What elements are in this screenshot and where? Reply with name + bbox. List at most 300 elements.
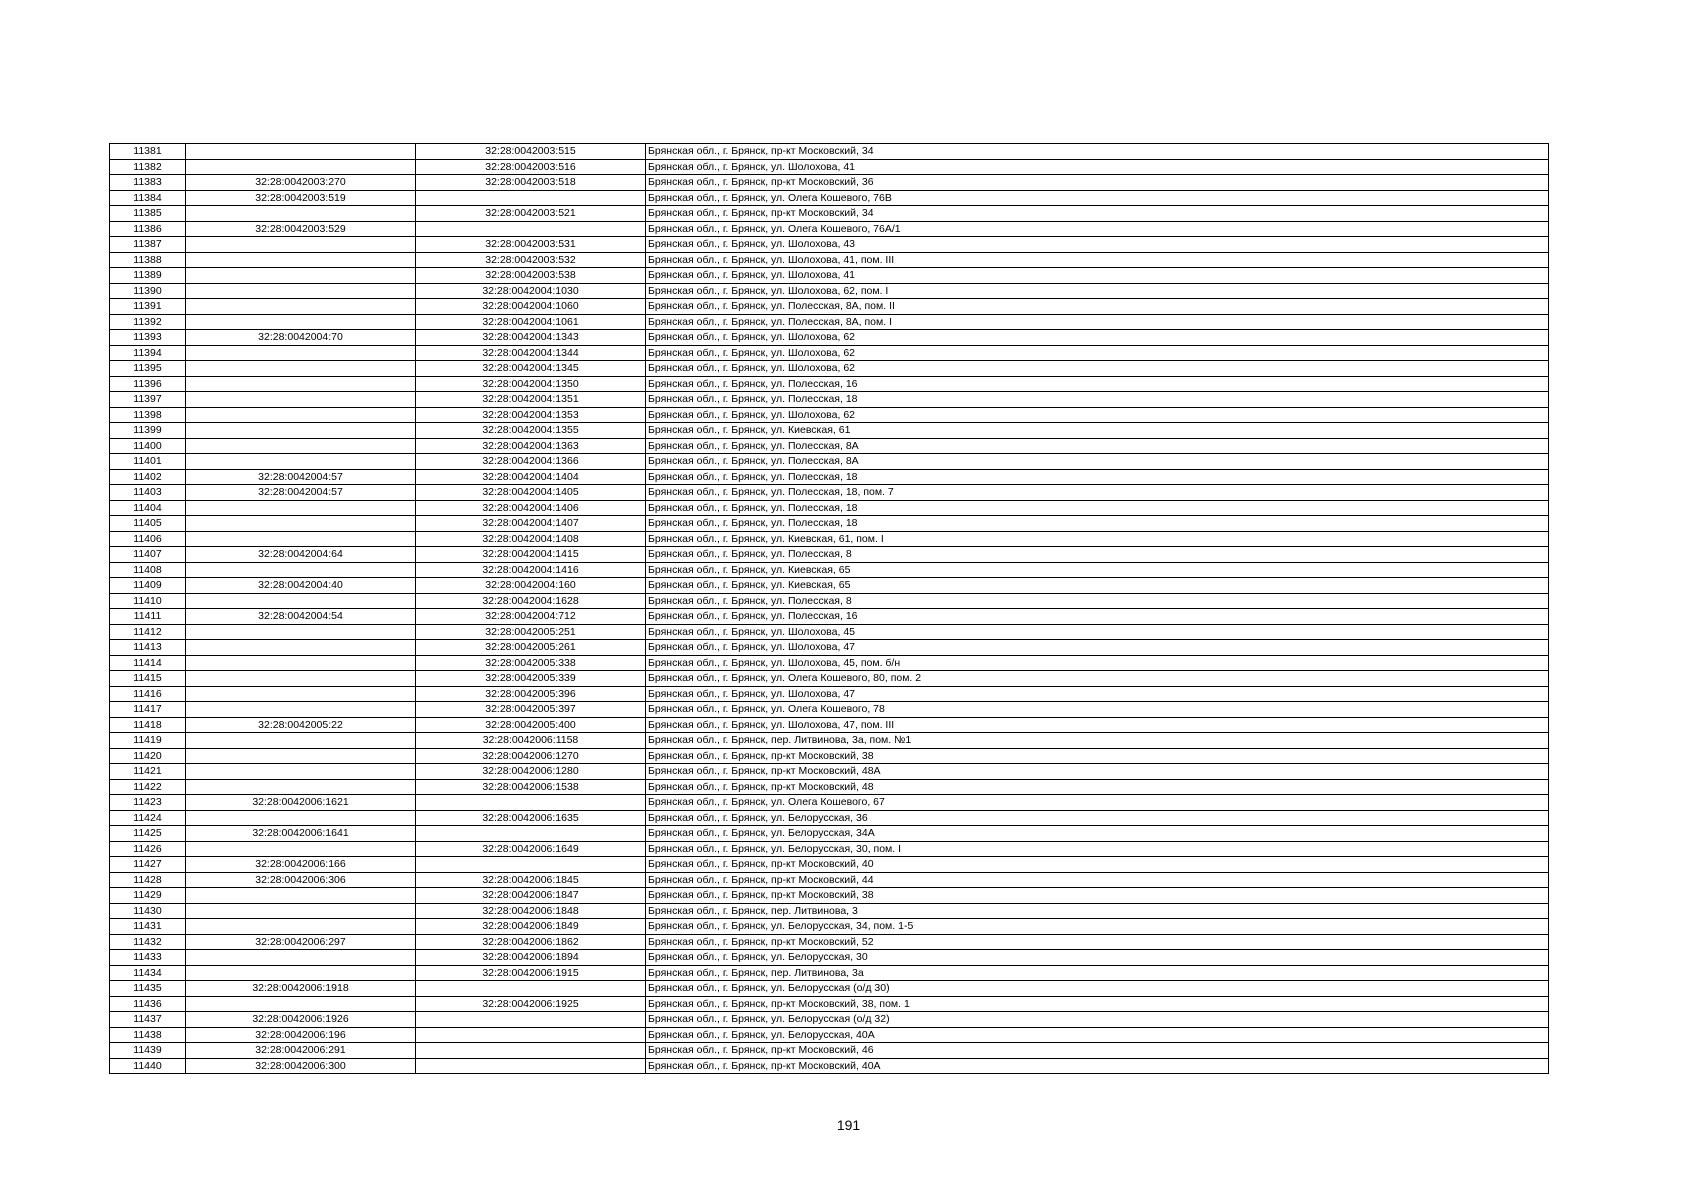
address-cell: Брянская обл., г. Брянск, ул. Белорусская (о/д 30): [646, 981, 1549, 997]
table-row: [110, 547, 1549, 563]
table-row: [110, 423, 1549, 439]
object-cadastral-number-cell: [416, 190, 646, 206]
address-cell: Брянская обл., г. Брянск, пр-кт Московский, 52: [646, 934, 1549, 950]
object-cadastral-number-cell: 32:28:0042004:712: [416, 609, 646, 625]
object-cadastral-number-cell: 32:28:0042005:397: [416, 702, 646, 718]
table-row: [110, 175, 1549, 191]
row-number-cell: 11414: [110, 655, 186, 671]
table-row: [110, 671, 1549, 687]
row-number-cell: 11422: [110, 779, 186, 795]
object-cadastral-number-cell: 32:28:0042004:1060: [416, 299, 646, 315]
row-number-cell: 11427: [110, 857, 186, 873]
row-number-cell: 11432: [110, 934, 186, 950]
row-number-cell: 11394: [110, 345, 186, 361]
cadastral-number-cell: [186, 624, 416, 640]
table-row: [110, 1012, 1549, 1028]
row-number-cell: 11424: [110, 810, 186, 826]
address-cell: Брянская обл., г. Брянск, пр-кт Московский, 48А: [646, 764, 1549, 780]
table-row: [110, 841, 1549, 857]
address-cell: Брянская обл., г. Брянск, пр-кт Московский, 38: [646, 748, 1549, 764]
row-number-cell: 11401: [110, 454, 186, 470]
cadastral-number-cell: [186, 841, 416, 857]
table-row: [110, 593, 1549, 609]
property-table: [109, 143, 1549, 1074]
address-cell: Брянская обл., г. Брянск, ул. Шолохова, 47: [646, 686, 1549, 702]
cadastral-number-cell: 32:28:0042003:529: [186, 221, 416, 237]
address-cell: Брянская обл., г. Брянск, пр-кт Московский, 36: [646, 175, 1549, 191]
row-number-cell: 11431: [110, 919, 186, 935]
address-cell: Брянская обл., г. Брянск, ул. Олега Кошевого, 78: [646, 702, 1549, 718]
object-cadastral-number-cell: 32:28:0042003:531: [416, 237, 646, 253]
cadastral-number-cell: [186, 903, 416, 919]
object-cadastral-number-cell: 32:28:0042006:1635: [416, 810, 646, 826]
cadastral-number-cell: 32:28:0042003:519: [186, 190, 416, 206]
address-cell: Брянская обл., г. Брянск, ул. Белорусская, 36: [646, 810, 1549, 826]
object-cadastral-number-cell: 32:28:0042004:1350: [416, 376, 646, 392]
address-cell: Брянская обл., г. Брянск, ул. Шолохова, 43: [646, 237, 1549, 253]
page-number: 191: [836, 1117, 861, 1133]
table-row: [110, 1027, 1549, 1043]
cadastral-number-cell: 32:28:0042004:70: [186, 330, 416, 346]
object-cadastral-number-cell: 32:28:0042006:1925: [416, 996, 646, 1012]
object-cadastral-number-cell: 32:28:0042006:1862: [416, 934, 646, 950]
cadastral-number-cell: [186, 206, 416, 222]
object-cadastral-number-cell: 32:28:0042006:1649: [416, 841, 646, 857]
cadastral-number-cell: 32:28:0042004:64: [186, 547, 416, 563]
object-cadastral-number-cell: 32:28:0042004:1344: [416, 345, 646, 361]
row-number-cell: 11412: [110, 624, 186, 640]
address-cell: Брянская обл., г. Брянск, пер. Литвинова, 3а: [646, 965, 1549, 981]
table-row: [110, 252, 1549, 268]
address-cell: Брянская обл., г. Брянск, ул. Полесская, 18: [646, 392, 1549, 408]
object-cadastral-number-cell: 32:28:0042004:1366: [416, 454, 646, 470]
address-cell: Брянская обл., г. Брянск, пр-кт Московский, 48: [646, 779, 1549, 795]
row-number-cell: 11402: [110, 469, 186, 485]
row-number-cell: 11386: [110, 221, 186, 237]
row-number-cell: 11390: [110, 283, 186, 299]
object-cadastral-number-cell: 32:28:0042004:1415: [416, 547, 646, 563]
cadastral-number-cell: [186, 655, 416, 671]
address-cell: Брянская обл., г. Брянск, ул. Шолохова, 41, пом. III: [646, 252, 1549, 268]
address-cell: Брянская обл., г. Брянск, ул. Полесская, 18: [646, 500, 1549, 516]
row-number-cell: 11406: [110, 531, 186, 547]
row-number-cell: 11415: [110, 671, 186, 687]
address-cell: Брянская обл., г. Брянск, ул. Шолохова, 62: [646, 407, 1549, 423]
table-row: [110, 392, 1549, 408]
table-row: [110, 826, 1549, 842]
row-number-cell: 11393: [110, 330, 186, 346]
object-cadastral-number-cell: 32:28:0042004:1355: [416, 423, 646, 439]
table-row: [110, 206, 1549, 222]
cadastral-number-cell: [186, 237, 416, 253]
address-cell: Брянская обл., г. Брянск, ул. Полесская, 18, пом. 7: [646, 485, 1549, 501]
row-number-cell: 11391: [110, 299, 186, 315]
cadastral-number-cell: 32:28:0042006:300: [186, 1058, 416, 1074]
cadastral-number-cell: [186, 438, 416, 454]
cadastral-number-cell: 32:28:0042006:1926: [186, 1012, 416, 1028]
table-row: [110, 268, 1549, 284]
object-cadastral-number-cell: 32:28:0042004:1416: [416, 562, 646, 578]
cadastral-number-cell: [186, 888, 416, 904]
cadastral-number-cell: [186, 562, 416, 578]
object-cadastral-number-cell: 32:28:0042006:1849: [416, 919, 646, 935]
object-cadastral-number-cell: 32:28:0042005:400: [416, 717, 646, 733]
address-cell: Брянская обл., г. Брянск, ул. Полесская, 8А: [646, 438, 1549, 454]
cadastral-number-cell: 32:28:0042006:291: [186, 1043, 416, 1059]
cadastral-number-cell: [186, 299, 416, 315]
table-row: [110, 516, 1549, 532]
address-cell: Брянская обл., г. Брянск, ул. Полесская, 8: [646, 547, 1549, 563]
row-number-cell: 11410: [110, 593, 186, 609]
address-cell: Брянская обл., г. Брянск, пер. Литвинова, 3а, пом. №1: [646, 733, 1549, 749]
cadastral-number-cell: [186, 593, 416, 609]
object-cadastral-number-cell: 32:28:0042004:1353: [416, 407, 646, 423]
row-number-cell: 11403: [110, 485, 186, 501]
table-row: [110, 438, 1549, 454]
table-row: [110, 996, 1549, 1012]
row-number-cell: 11409: [110, 578, 186, 594]
address-cell: Брянская обл., г. Брянск, ул. Шолохова, 41: [646, 159, 1549, 175]
cadastral-number-cell: [186, 996, 416, 1012]
table-row: [110, 888, 1549, 904]
address-cell: Брянская обл., г. Брянск, ул. Полесская, 8А, пом. I: [646, 314, 1549, 330]
address-cell: Брянская обл., г. Брянск, пр-кт Московский, 46: [646, 1043, 1549, 1059]
table-row: [110, 454, 1549, 470]
address-cell: Брянская обл., г. Брянск, ул. Белорусская, 34, пом. 1-5: [646, 919, 1549, 935]
table-row: [110, 655, 1549, 671]
address-cell: Брянская обл., г. Брянск, пер. Литвинова, 3: [646, 903, 1549, 919]
table-row: [110, 764, 1549, 780]
table-row: [110, 190, 1549, 206]
address-cell: Брянская обл., г. Брянск, ул. Полесская, 16: [646, 609, 1549, 625]
address-cell: Брянская обл., г. Брянск, ул. Полесская, 8А: [646, 454, 1549, 470]
table-row: [110, 283, 1549, 299]
address-cell: Брянская обл., г. Брянск, ул. Шолохова, 45: [646, 624, 1549, 640]
row-number-cell: 11438: [110, 1027, 186, 1043]
cadastral-number-cell: [186, 733, 416, 749]
row-number-cell: 11407: [110, 547, 186, 563]
row-number-cell: 11417: [110, 702, 186, 718]
cadastral-number-cell: [186, 531, 416, 547]
row-number-cell: 11395: [110, 361, 186, 377]
address-cell: Брянская обл., г. Брянск, ул. Шолохова, 62, пом. I: [646, 283, 1549, 299]
table-row: [110, 857, 1549, 873]
row-number-cell: 11433: [110, 950, 186, 966]
table-row: [110, 1058, 1549, 1074]
object-cadastral-number-cell: 32:28:0042005:251: [416, 624, 646, 640]
row-number-cell: 11440: [110, 1058, 186, 1074]
table-row: [110, 640, 1549, 656]
table-row: [110, 702, 1549, 718]
cadastral-number-cell: [186, 764, 416, 780]
cadastral-number-cell: [186, 345, 416, 361]
table-row: [110, 981, 1549, 997]
address-cell: Брянская обл., г. Брянск, ул. Шолохова, 47: [646, 640, 1549, 656]
address-cell: Брянская обл., г. Брянск, ул. Белорусская, 40А: [646, 1027, 1549, 1043]
address-cell: Брянская обл., г. Брянск, ул. Шолохова, 62: [646, 330, 1549, 346]
cadastral-number-cell: [186, 159, 416, 175]
object-cadastral-number-cell: 32:28:0042003:532: [416, 252, 646, 268]
cadastral-number-cell: [186, 376, 416, 392]
object-cadastral-number-cell: 32:28:0042006:1270: [416, 748, 646, 764]
table-row: [110, 531, 1549, 547]
object-cadastral-number-cell: 32:28:0042004:1343: [416, 330, 646, 346]
row-number-cell: 11389: [110, 268, 186, 284]
address-cell: Брянская обл., г. Брянск, ул. Полесская, 18: [646, 516, 1549, 532]
row-number-cell: 11420: [110, 748, 186, 764]
object-cadastral-number-cell: 32:28:0042003:516: [416, 159, 646, 175]
row-number-cell: 11382: [110, 159, 186, 175]
object-cadastral-number-cell: 32:28:0042005:261: [416, 640, 646, 656]
address-cell: Брянская обл., г. Брянск, ул. Белорусская, 30: [646, 950, 1549, 966]
address-cell: Брянская обл., г. Брянск, ул. Шолохова, 47, пом. III: [646, 717, 1549, 733]
address-cell: Брянская обл., г. Брянск, ул. Олега Кошевого, 76А/1: [646, 221, 1549, 237]
cadastral-number-cell: 32:28:0042006:297: [186, 934, 416, 950]
address-cell: Брянская обл., г. Брянск, ул. Шолохова, 45, пом. б/н: [646, 655, 1549, 671]
address-cell: Брянская обл., г. Брянск, пр-кт Московский, 38: [646, 888, 1549, 904]
object-cadastral-number-cell: 32:28:0042003:515: [416, 144, 646, 160]
table-row: [110, 950, 1549, 966]
cadastral-number-cell: [186, 268, 416, 284]
table-row: [110, 376, 1549, 392]
object-cadastral-number-cell: [416, 1058, 646, 1074]
object-cadastral-number-cell: 32:28:0042006:1280: [416, 764, 646, 780]
row-number-cell: 11430: [110, 903, 186, 919]
table-row: [110, 237, 1549, 253]
object-cadastral-number-cell: 32:28:0042004:1628: [416, 593, 646, 609]
object-cadastral-number-cell: [416, 795, 646, 811]
row-number-cell: 11426: [110, 841, 186, 857]
cadastral-number-cell: 32:28:0042004:54: [186, 609, 416, 625]
table-row: [110, 144, 1549, 160]
cadastral-number-cell: [186, 423, 416, 439]
row-number-cell: 11437: [110, 1012, 186, 1028]
cadastral-number-cell: [186, 392, 416, 408]
cadastral-number-cell: [186, 500, 416, 516]
object-cadastral-number-cell: [416, 221, 646, 237]
cadastral-number-cell: 32:28:0042006:196: [186, 1027, 416, 1043]
table-row: [110, 159, 1549, 175]
row-number-cell: 11436: [110, 996, 186, 1012]
address-cell: Брянская обл., г. Брянск, пр-кт Московский, 40: [646, 857, 1549, 873]
address-cell: Брянская обл., г. Брянск, ул. Олега Кошевого, 80, пом. 2: [646, 671, 1549, 687]
object-cadastral-number-cell: 32:28:0042004:160: [416, 578, 646, 594]
address-cell: Брянская обл., г. Брянск, ул. Белорусская, 34А: [646, 826, 1549, 842]
address-cell: Брянская обл., г. Брянск, ул. Полесская, 8: [646, 593, 1549, 609]
object-cadastral-number-cell: 32:28:0042005:339: [416, 671, 646, 687]
object-cadastral-number-cell: [416, 1027, 646, 1043]
address-cell: Брянская обл., г. Брянск, ул. Шолохова, 41: [646, 268, 1549, 284]
object-cadastral-number-cell: 32:28:0042006:1538: [416, 779, 646, 795]
address-cell: Брянская обл., г. Брянск, ул. Белорусская (о/д 32): [646, 1012, 1549, 1028]
row-number-cell: 11408: [110, 562, 186, 578]
table-row: [110, 810, 1549, 826]
row-number-cell: 11418: [110, 717, 186, 733]
row-number-cell: 11387: [110, 237, 186, 253]
address-cell: Брянская обл., г. Брянск, ул. Киевская, 61: [646, 423, 1549, 439]
cadastral-number-cell: [186, 919, 416, 935]
row-number-cell: 11428: [110, 872, 186, 888]
cadastral-number-cell: [186, 965, 416, 981]
address-cell: Брянская обл., г. Брянск, ул. Олега Кошевого, 76В: [646, 190, 1549, 206]
object-cadastral-number-cell: 32:28:0042006:1847: [416, 888, 646, 904]
row-number-cell: 11384: [110, 190, 186, 206]
object-cadastral-number-cell: 32:28:0042006:1915: [416, 965, 646, 981]
cadastral-number-cell: [186, 407, 416, 423]
address-cell: Брянская обл., г. Брянск, ул. Полесская, 18: [646, 469, 1549, 485]
table-row: [110, 299, 1549, 315]
cadastral-number-cell: [186, 950, 416, 966]
cadastral-number-cell: 32:28:0042004:57: [186, 485, 416, 501]
row-number-cell: 11398: [110, 407, 186, 423]
table-row: [110, 609, 1549, 625]
object-cadastral-number-cell: [416, 857, 646, 873]
table-row: [110, 717, 1549, 733]
cadastral-number-cell: 32:28:0042003:270: [186, 175, 416, 191]
table-row: [110, 485, 1549, 501]
row-number-cell: 11392: [110, 314, 186, 330]
table-row: [110, 1043, 1549, 1059]
address-cell: Брянская обл., г. Брянск, ул. Полесская, 16: [646, 376, 1549, 392]
address-cell: Брянская обл., г. Брянск, пр-кт Московский, 34: [646, 206, 1549, 222]
cadastral-number-cell: [186, 810, 416, 826]
cadastral-number-cell: 32:28:0042006:1621: [186, 795, 416, 811]
cadastral-number-cell: 32:28:0042004:40: [186, 578, 416, 594]
table-row: [110, 624, 1549, 640]
cadastral-number-cell: 32:28:0042004:57: [186, 469, 416, 485]
cadastral-number-cell: [186, 361, 416, 377]
cadastral-number-cell: [186, 283, 416, 299]
cadastral-number-cell: [186, 314, 416, 330]
table-row: [110, 314, 1549, 330]
row-number-cell: 11419: [110, 733, 186, 749]
address-cell: Брянская обл., г. Брянск, ул. Шолохова, 62: [646, 345, 1549, 361]
address-cell: Брянская обл., г. Брянск, ул. Белорусская, 30, пом. I: [646, 841, 1549, 857]
row-number-cell: 11385: [110, 206, 186, 222]
object-cadastral-number-cell: 32:28:0042005:338: [416, 655, 646, 671]
row-number-cell: 11435: [110, 981, 186, 997]
address-cell: Брянская обл., г. Брянск, ул. Олега Кошевого, 67: [646, 795, 1549, 811]
table-row: [110, 469, 1549, 485]
row-number-cell: 11411: [110, 609, 186, 625]
cadastral-number-cell: 32:28:0042006:1641: [186, 826, 416, 842]
object-cadastral-number-cell: 32:28:0042004:1407: [416, 516, 646, 532]
address-cell: Брянская обл., г. Брянск, пр-кт Московский, 40А: [646, 1058, 1549, 1074]
table-row: [110, 686, 1549, 702]
object-cadastral-number-cell: 32:28:0042004:1404: [416, 469, 646, 485]
row-number-cell: 11396: [110, 376, 186, 392]
object-cadastral-number-cell: 32:28:0042003:518: [416, 175, 646, 191]
cadastral-number-cell: [186, 640, 416, 656]
object-cadastral-number-cell: 32:28:0042004:1406: [416, 500, 646, 516]
row-number-cell: 11434: [110, 965, 186, 981]
address-cell: Брянская обл., г. Брянск, ул. Киевская, 65: [646, 578, 1549, 594]
row-number-cell: 11397: [110, 392, 186, 408]
cadastral-number-cell: [186, 748, 416, 764]
object-cadastral-number-cell: [416, 1043, 646, 1059]
row-number-cell: 11404: [110, 500, 186, 516]
object-cadastral-number-cell: 32:28:0042004:1030: [416, 283, 646, 299]
table-row: [110, 500, 1549, 516]
object-cadastral-number-cell: 32:28:0042006:1158: [416, 733, 646, 749]
row-number-cell: 11381: [110, 144, 186, 160]
row-number-cell: 11416: [110, 686, 186, 702]
address-cell: Брянская обл., г. Брянск, ул. Шолохова, 62: [646, 361, 1549, 377]
row-number-cell: 11413: [110, 640, 186, 656]
table-row: [110, 345, 1549, 361]
cadastral-number-cell: 32:28:0042005:22: [186, 717, 416, 733]
table-row: [110, 330, 1549, 346]
table-body: [110, 144, 1549, 1074]
cadastral-number-cell: [186, 779, 416, 795]
table-row: [110, 965, 1549, 981]
object-cadastral-number-cell: [416, 826, 646, 842]
cadastral-number-cell: 32:28:0042006:306: [186, 872, 416, 888]
table-row: [110, 361, 1549, 377]
address-cell: Брянская обл., г. Брянск, пр-кт Московский, 38, пом. 1: [646, 996, 1549, 1012]
object-cadastral-number-cell: 32:28:0042004:1061: [416, 314, 646, 330]
cadastral-number-cell: [186, 516, 416, 532]
table-row: [110, 562, 1549, 578]
row-number-cell: 11400: [110, 438, 186, 454]
cadastral-number-cell: [186, 671, 416, 687]
cadastral-number-cell: 32:28:0042006:166: [186, 857, 416, 873]
object-cadastral-number-cell: 32:28:0042006:1894: [416, 950, 646, 966]
table-row: [110, 578, 1549, 594]
row-number-cell: 11439: [110, 1043, 186, 1059]
table-row: [110, 733, 1549, 749]
table-row: [110, 779, 1549, 795]
cadastral-number-cell: [186, 454, 416, 470]
table-row: [110, 903, 1549, 919]
row-number-cell: 11421: [110, 764, 186, 780]
cadastral-number-cell: [186, 702, 416, 718]
object-cadastral-number-cell: 32:28:0042004:1351: [416, 392, 646, 408]
object-cadastral-number-cell: 32:28:0042004:1405: [416, 485, 646, 501]
table-row: [110, 872, 1549, 888]
address-cell: Брянская обл., г. Брянск, ул. Киевская, 65: [646, 562, 1549, 578]
cadastral-number-cell: [186, 686, 416, 702]
cadastral-number-cell: 32:28:0042006:1918: [186, 981, 416, 997]
table-row: [110, 748, 1549, 764]
object-cadastral-number-cell: 32:28:0042006:1845: [416, 872, 646, 888]
row-number-cell: 11425: [110, 826, 186, 842]
object-cadastral-number-cell: [416, 981, 646, 997]
row-number-cell: 11405: [110, 516, 186, 532]
object-cadastral-number-cell: 32:28:0042006:1848: [416, 903, 646, 919]
cadastral-number-cell: [186, 144, 416, 160]
address-cell: Брянская обл., г. Брянск, ул. Полесская, 8А, пом. II: [646, 299, 1549, 315]
row-number-cell: 11399: [110, 423, 186, 439]
object-cadastral-number-cell: 32:28:0042003:521: [416, 206, 646, 222]
object-cadastral-number-cell: 32:28:0042004:1363: [416, 438, 646, 454]
address-cell: Брянская обл., г. Брянск, пр-кт Московский, 44: [646, 872, 1549, 888]
address-cell: Брянская обл., г. Брянск, ул. Киевская, 61, пом. I: [646, 531, 1549, 547]
row-number-cell: 11429: [110, 888, 186, 904]
row-number-cell: 11383: [110, 175, 186, 191]
table-row: [110, 919, 1549, 935]
table-row: [110, 934, 1549, 950]
row-number-cell: 11423: [110, 795, 186, 811]
object-cadastral-number-cell: 32:28:0042003:538: [416, 268, 646, 284]
address-cell: Брянская обл., г. Брянск, пр-кт Московский, 34: [646, 144, 1549, 160]
cadastral-number-cell: [186, 252, 416, 268]
row-number-cell: 11388: [110, 252, 186, 268]
object-cadastral-number-cell: 32:28:0042004:1345: [416, 361, 646, 377]
object-cadastral-number-cell: 32:28:0042005:396: [416, 686, 646, 702]
table-row: [110, 795, 1549, 811]
object-cadastral-number-cell: 32:28:0042004:1408: [416, 531, 646, 547]
